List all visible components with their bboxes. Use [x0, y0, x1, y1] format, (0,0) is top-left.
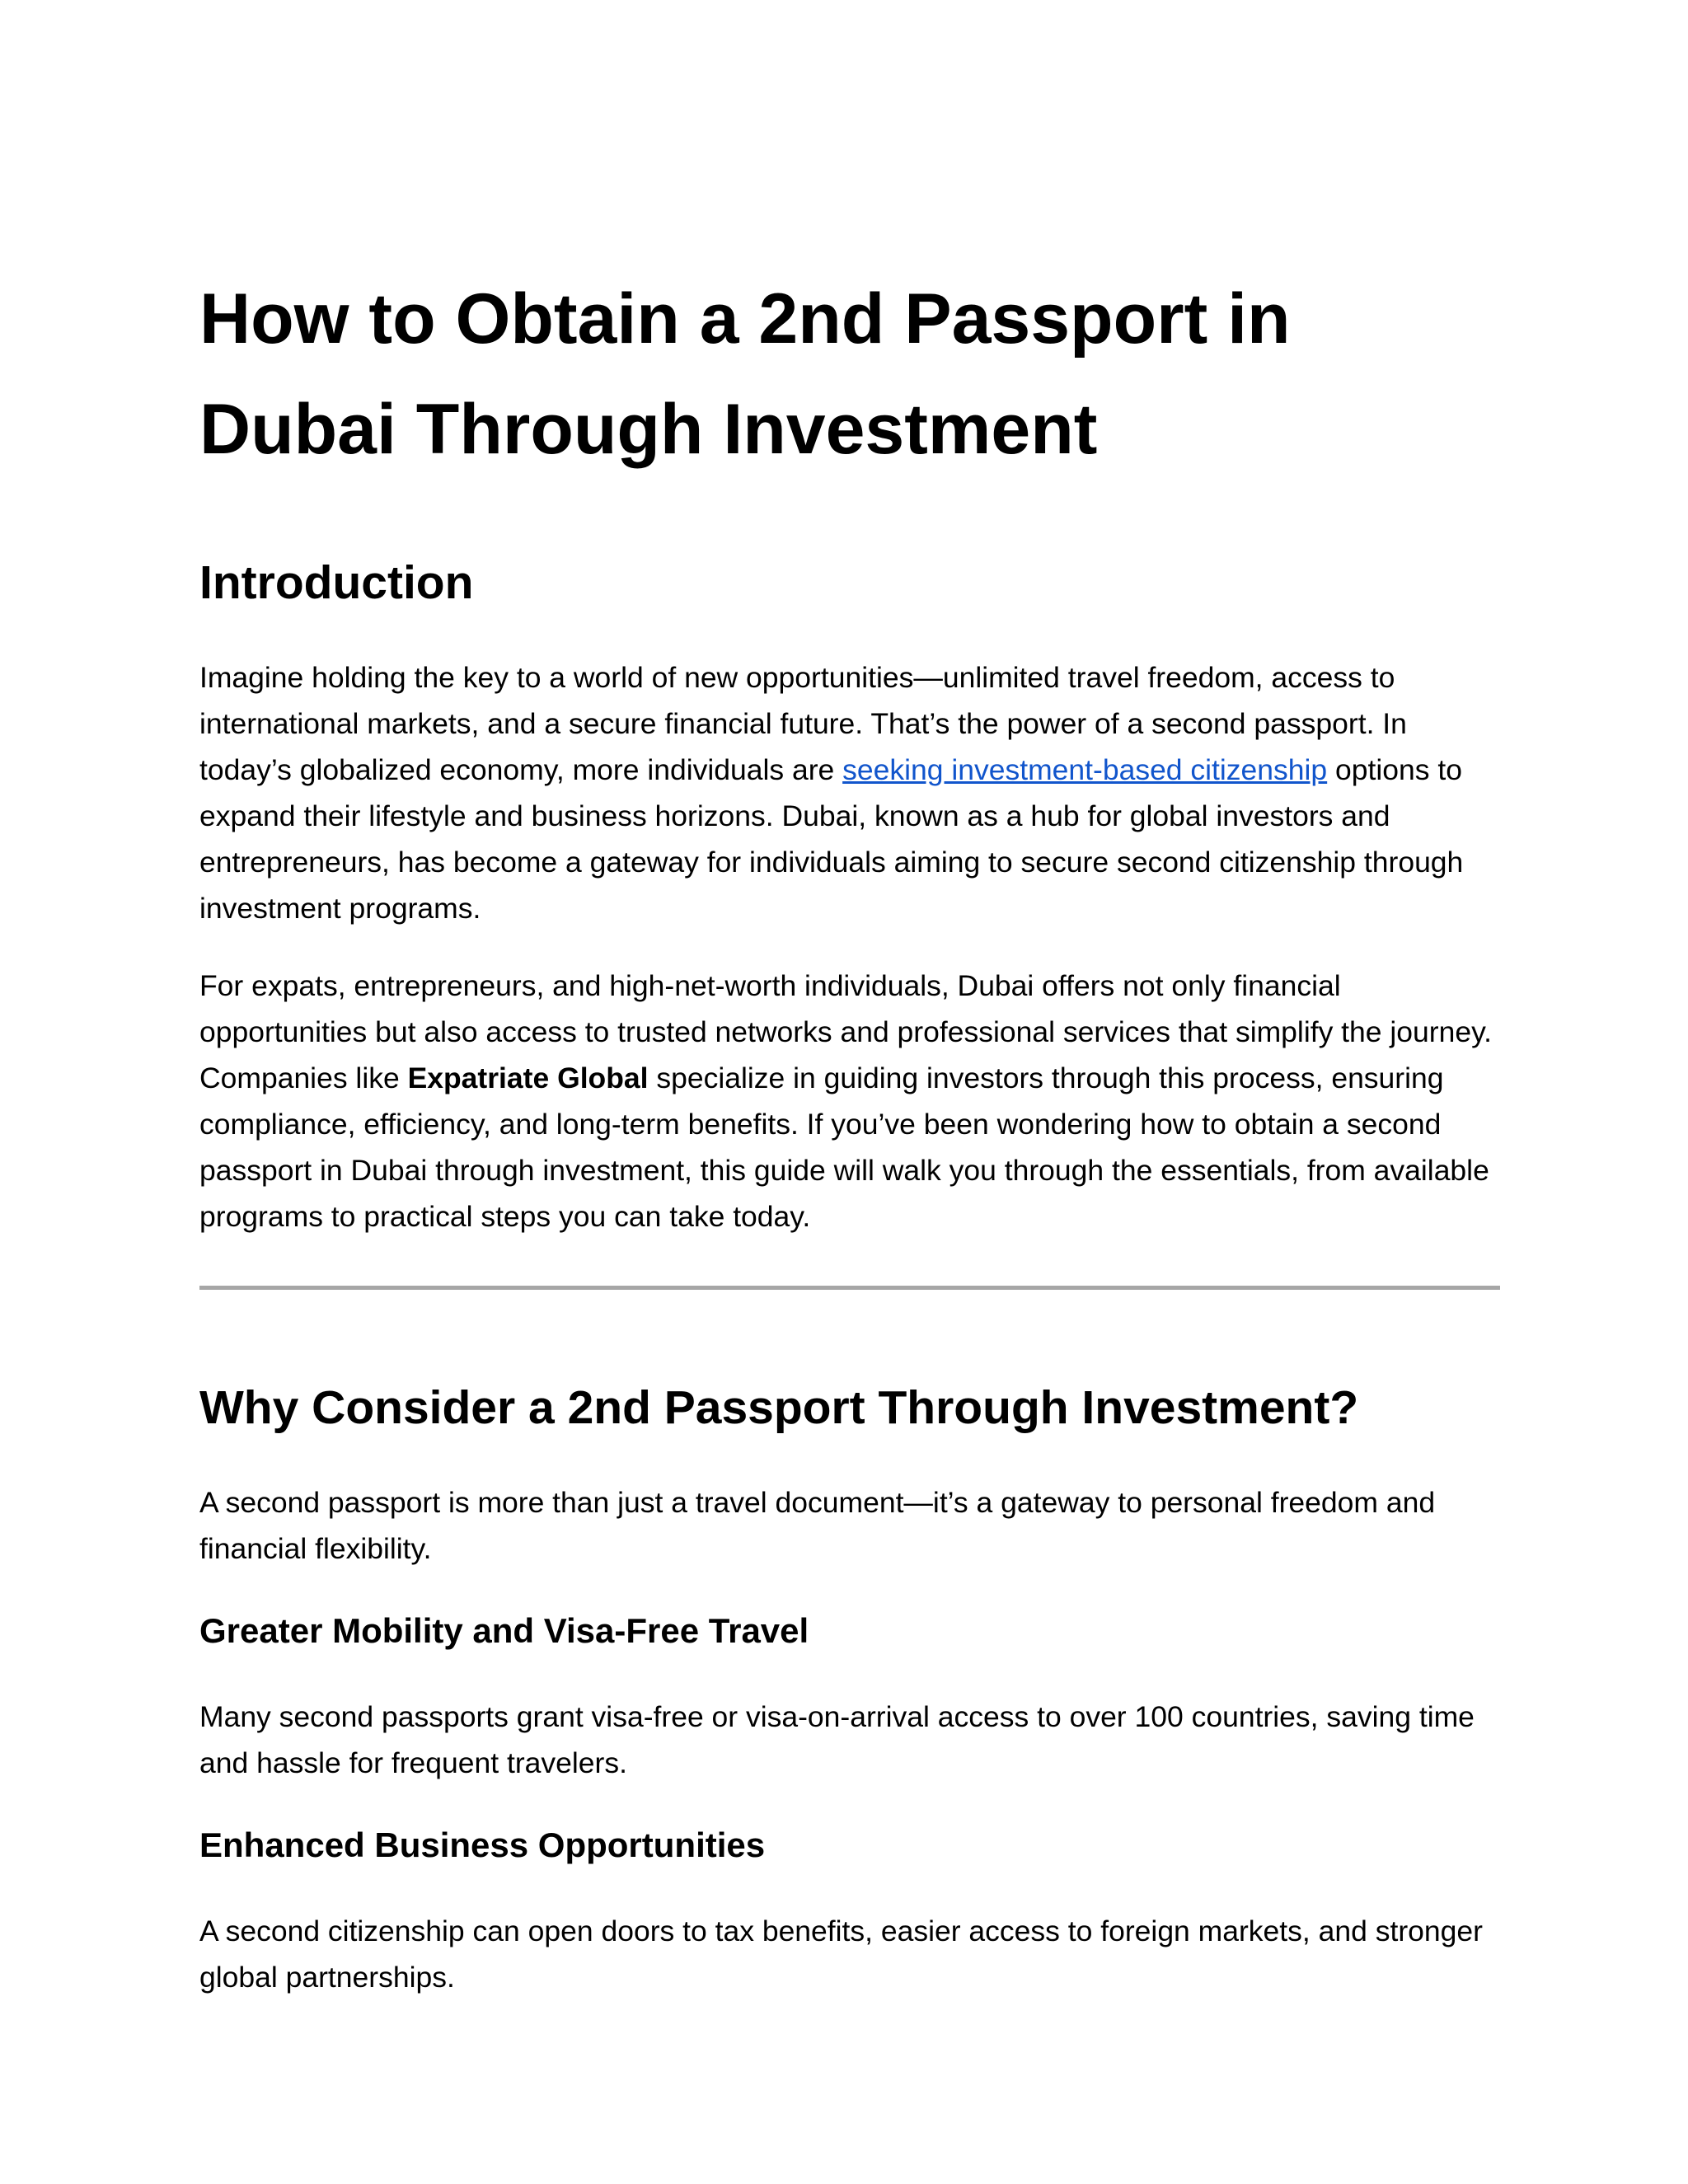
intro-p1-text-after: options to expand their lifestyle and business horizons. Dubai, known as a hub for global investors and entrepreneurs, has become a gateway for individuals aiming to secure second citizenship through investment programs. [199, 753, 1464, 925]
business-heading: Enhanced Business Opportunities [199, 1825, 766, 1864]
why-heading: Why Consider a 2nd Passport Through Investment? [199, 1381, 1359, 1434]
intro-paragraph-2 [199, 963, 1500, 1240]
document-page [199, 264, 1500, 2000]
section-divider [199, 1286, 1500, 1290]
intro-p2-text-before: For expats, entrepreneurs, and high-net-worth individuals, Dubai offers not only financial opportunities but also access to trusted networks and professional services that simplify the journey. Companies like [199, 969, 1493, 1094]
company-name: Expatriate Global [407, 1062, 649, 1094]
intro-p2-text-after: specialize in guiding investors through this process, ensuring compliance, efficiency, and long-term benefits. If you’ve been wondering how to obtain a second passport in Dubai through investment, this guide will walk you through the essentials, from available programs to practical steps you can take today. [199, 1062, 1489, 1233]
investment-citizenship-link[interactable]: seeking investment-based citizenship [842, 753, 1328, 786]
mobility-paragraph: Many second passports grant visa-free or visa-on-arrival access to over 100 countries, saving time and hassle for frequent travelers. [199, 1700, 1475, 1779]
page-title: How to Obtain a 2nd Passport in Dubai Through Investment [199, 279, 1291, 469]
intro-paragraph-1 [199, 654, 1500, 931]
intro-heading: Introduction [199, 556, 474, 609]
why-paragraph: A second passport is more than just a travel document—it’s a gateway to personal freedom and financial flexibility. [199, 1486, 1436, 1565]
intro-p1-text-before: Imagine holding the key to a world of new opportunities—unlimited travel freedom, access to international markets, and a secure financial future. That’s the power of a second passport. In today’s globalized economy, more individuals are [199, 661, 1407, 786]
business-paragraph: A second citizenship can open doors to tax benefits, easier access to foreign markets, and stronger global partnerships. [199, 1915, 1483, 1994]
mobility-heading: Greater Mobility and Visa-Free Travel [199, 1611, 809, 1650]
